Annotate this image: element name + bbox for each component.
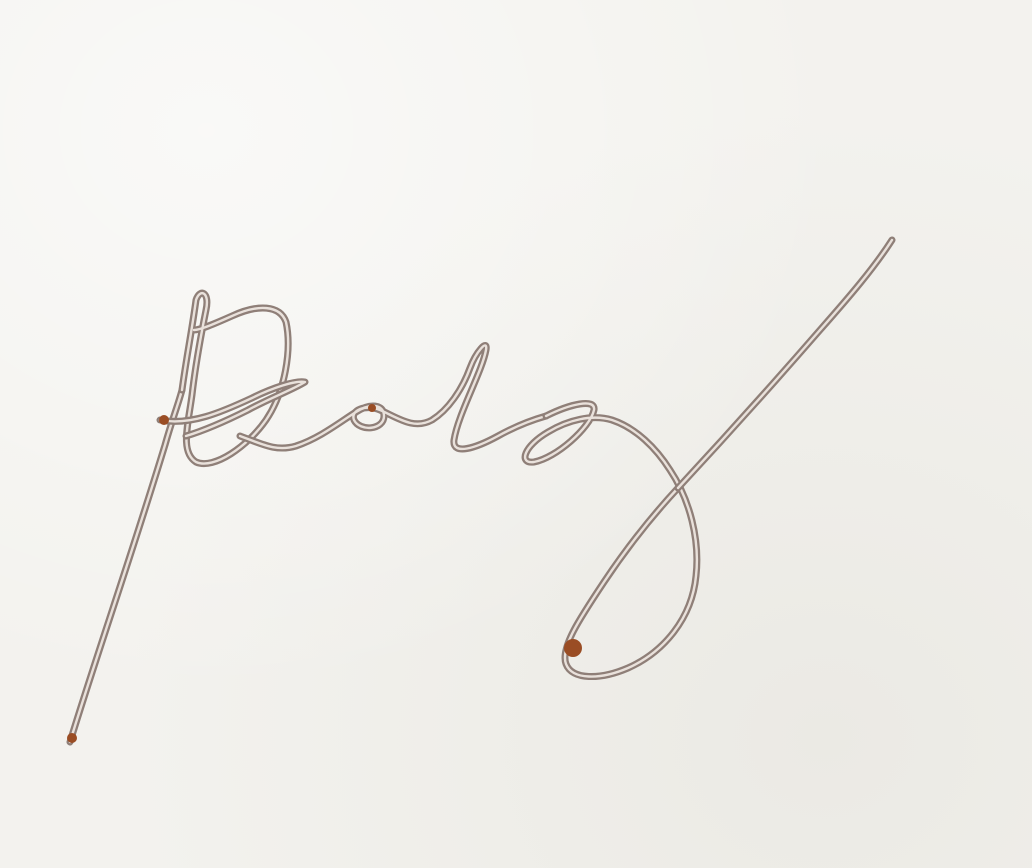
signature-ink-blot	[368, 404, 376, 412]
signature-ink-blot	[564, 639, 582, 657]
signature-stroke-descender-core	[70, 390, 182, 742]
signature-stroke-loop-a-core	[525, 403, 697, 676]
signature-ink-blot	[159, 415, 169, 425]
signature-stroke-initial	[182, 293, 288, 463]
signature-stroke-slash	[678, 240, 892, 488]
signature-ink-blot	[67, 733, 77, 743]
signature-stroke-initial-core	[182, 293, 288, 463]
